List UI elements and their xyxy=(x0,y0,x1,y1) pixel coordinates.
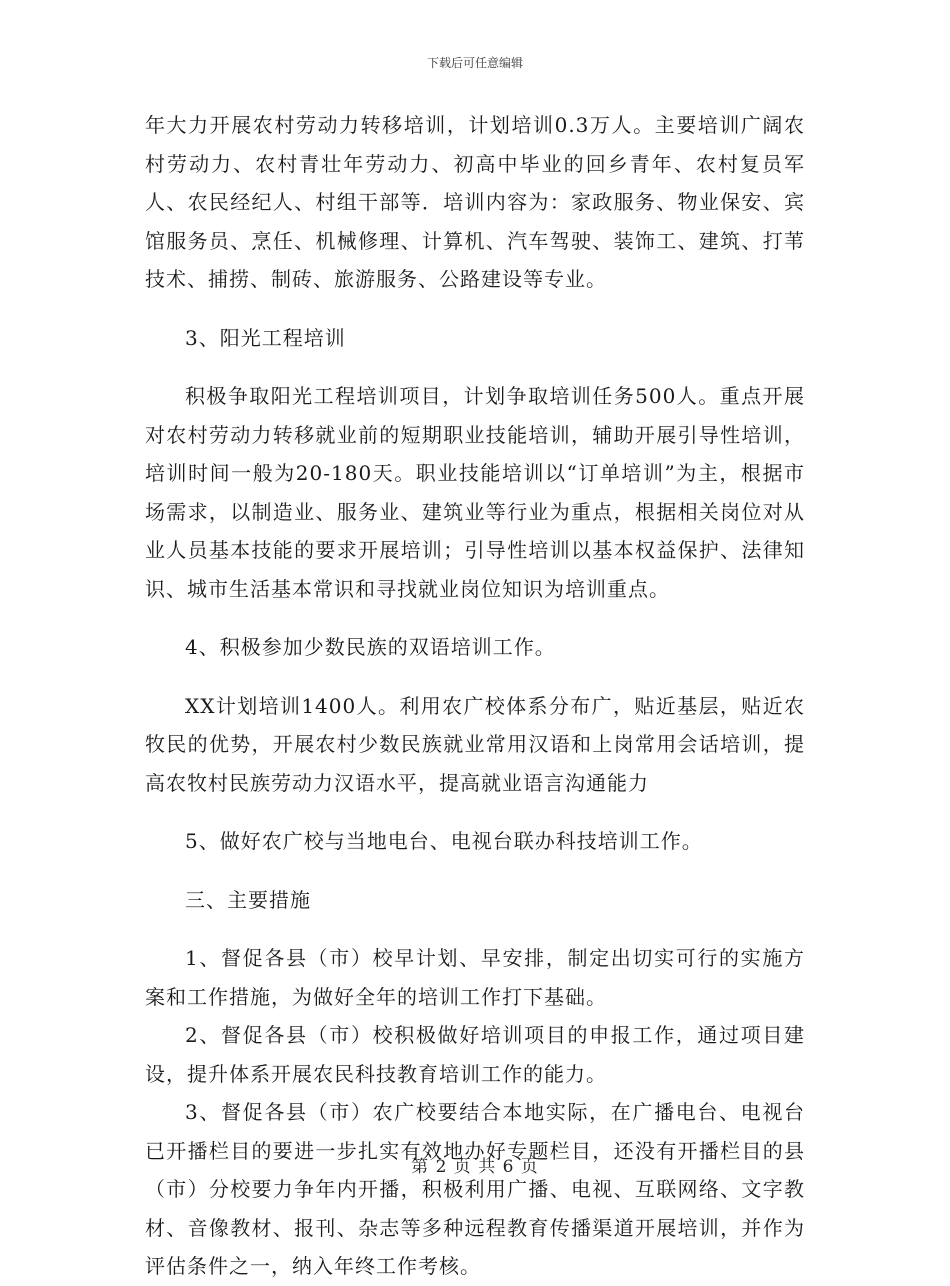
paragraph-measure-3: 3、督促各县（市）农广校要结合本地实际，在广播电台、电视台已开播栏目的要进一步扎实有效地办好专题栏目，还没有开播栏目的县（市）分校要力争年内开播，积极利用广播、电视、互联网络、文字教材、音像教材、报刊、杂志等多种远程教育传播渠道开展培训，并作为评估条件之一，纳入年终工作考核。 xyxy=(145,1100,805,1278)
page-header: 下载后可任意编辑 xyxy=(426,56,523,70)
section-heading-main-measures: 三、主要措施 xyxy=(185,887,311,912)
paragraph-sunshine-project: 积极争取阳光工程培训项目，计划争取培训任务500人。重点开展对农村劳动力转移就业前的短期职业技能培训，辅助开展引导性培训，培训时间一般为20-180天。职业技能培训以“订单培训”为主，根据市场需求，以制造业、服务业、建筑业等行业为重点，根据相关岗位对从业人员基本技能的要求开展培训；引导性培训以基本权益保护、法律知识、城市生活基本常识和寻找就业岗位知识为培训重点。 xyxy=(145,384,805,601)
paragraph-continuation: 年大力开展农村劳动力转移培训，计划培训0.3万人。主要培训广阔农村劳动力、农村青壮年劳动力、初高中毕业的回乡青年、农村复员军人、农民经纪人、村组干部等．培训内容为：家政服务、物业保安、宾馆服务员、烹任、机械修理、计算机、汽车驾驶、装饰工、建筑、打苇技术、捕捞、制砖、旅游服务、公路建设等专业。 xyxy=(145,113,805,291)
paragraph-bilingual-training: XX计划培训1400人。利用农广校体系分布广，贴近基层，贴近农牧民的优势，开展农村少数民族就业常用汉语和上岗常用会话培训，提高农牧村民族劳动力汉语水平，提高就业语言沟通能力 xyxy=(145,693,805,795)
paragraph-measure-2: 2、督促各县（市）校积极做好培训项目的申报工作，通过项目建设，提升体系开展农民科技教育培训工作的能力。 xyxy=(145,1023,805,1086)
document-body xyxy=(145,106,805,1286)
section-heading-sunshine-project: 3、阳光工程培训 xyxy=(185,325,346,350)
page-footer: 第 2 页 共 6 页 xyxy=(411,1157,539,1177)
paragraph-measure-1: 1、督促各县（市）校早计划、早安排，制定出切实可行的实施方案和工作措施，为做好全年的培训工作打下基础。 xyxy=(145,946,805,1009)
section-heading-tv-radio: 5、做好农广校与当地电台、电视台联办科技培训工作。 xyxy=(185,829,703,853)
section-heading-bilingual-training: 4、积极参加少数民族的双语培训工作。 xyxy=(185,635,556,659)
